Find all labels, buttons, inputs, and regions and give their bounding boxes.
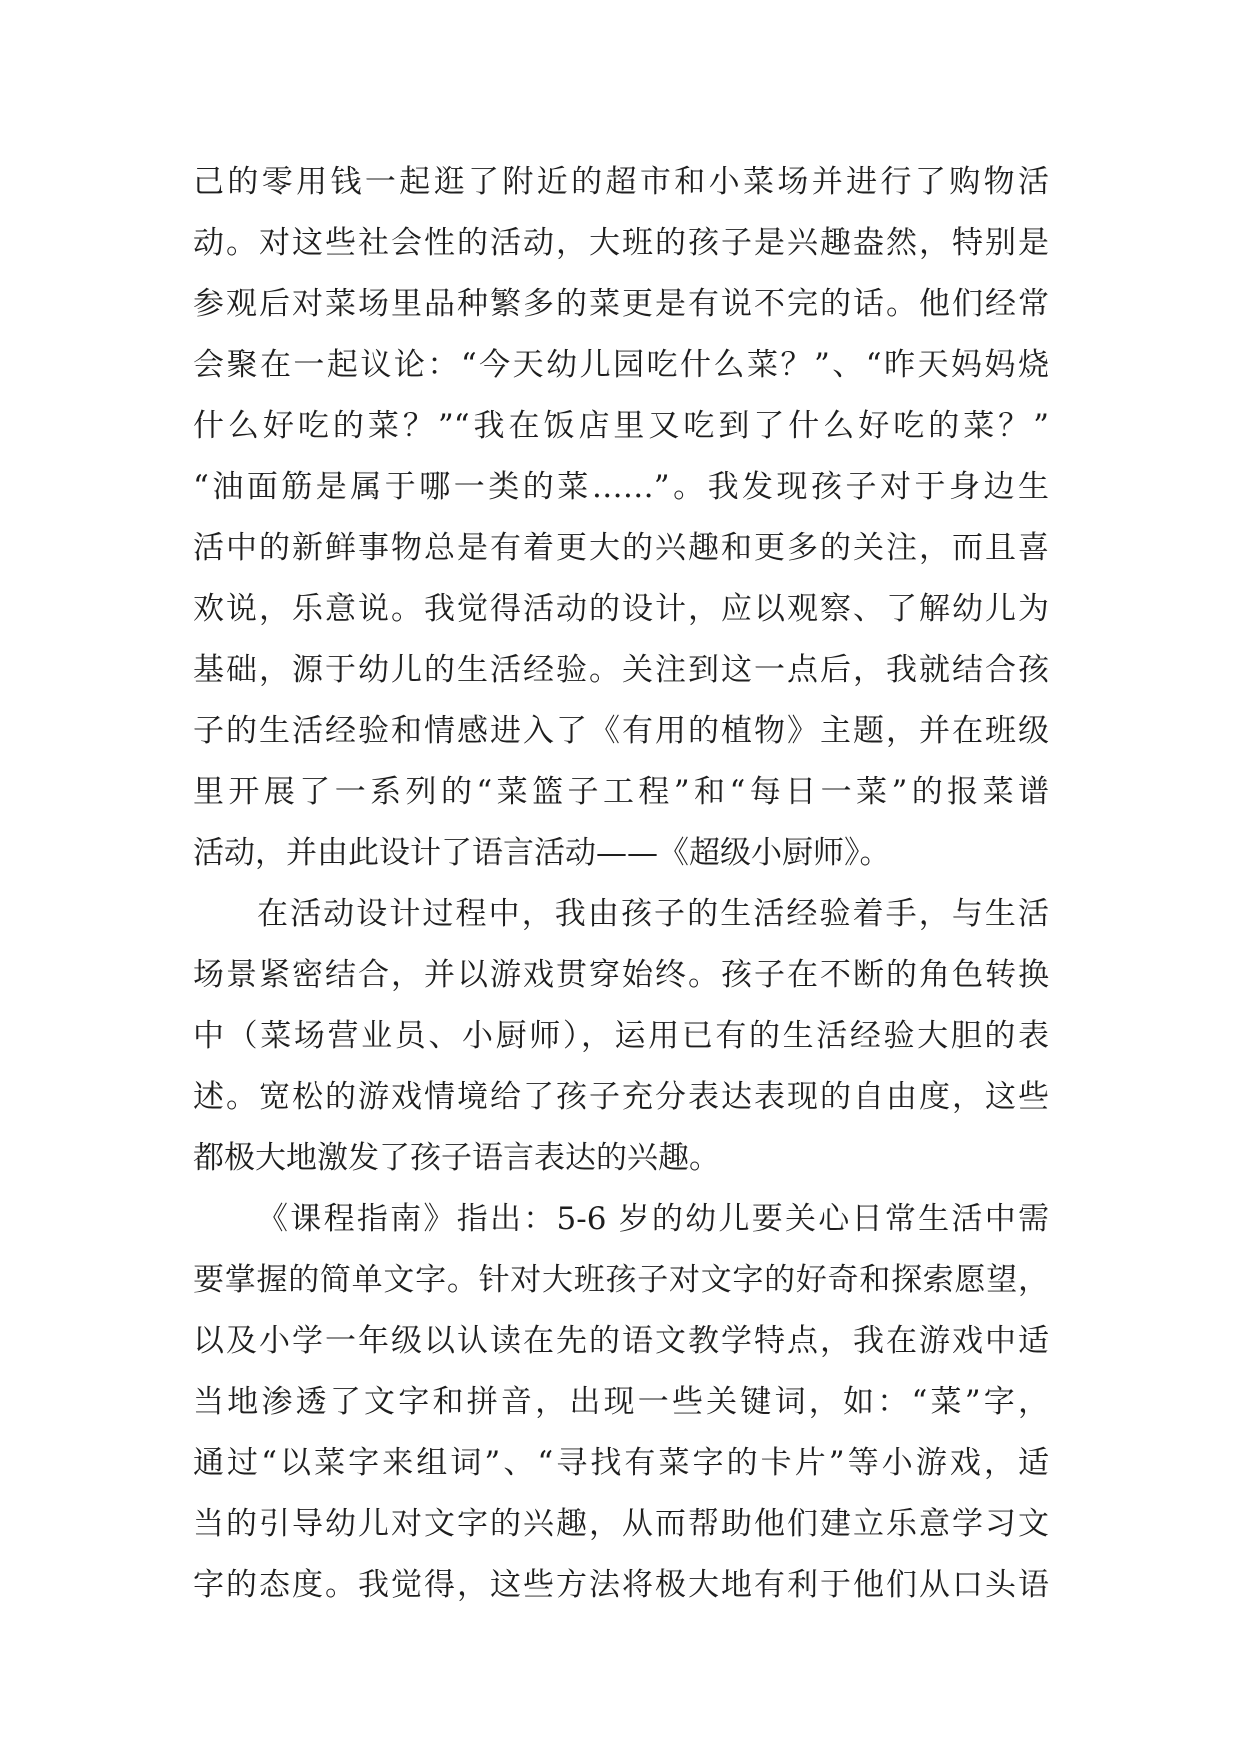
text-line: 基础，源于幼儿的生活经验。关注到这一点后，我就结合孩 [193,652,1049,688]
text-line: 以及小学一年级以认读在先的语文教学特点，我在游戏中适 [193,1323,1049,1359]
text-line: 动。对这些社会性的活动，大班的孩子是兴趣盎然，特别是 [193,225,1049,261]
text-line: 字的态度。我觉得，这些方法将极大地有利于他们从口头语 [193,1567,1049,1603]
text-line: 场景紧密结合，并以游戏贯穿始终。孩子在不断的角色转换 [193,957,1049,993]
text-line: 都极大地激发了孩子语言表达的兴趣。 [193,1140,720,1176]
text-line: 当的引导幼儿对文字的兴趣，从而帮助他们建立乐意学习文 [193,1506,1049,1542]
text-line: 会聚在一起议论：“今天幼儿园吃什么菜？”、“昨天妈妈烧 [193,347,1049,383]
text-line: 要掌握的简单文字。针对大班孩子对文字的好奇和探索愿望， [193,1262,1049,1298]
text-line: 参观后对菜场里品种繁多的菜更是有说不完的话。他们经常 [193,286,1049,322]
text-line: 欢说，乐意说。我觉得活动的设计，应以观察、了解幼儿为 [193,591,1049,627]
text-line: 活中的新鲜事物总是有着更大的兴趣和更多的关注，而且喜 [193,530,1049,566]
text-line: 活动，并由此设计了语言活动——《超级小厨师》。 [193,835,891,871]
text-line: 己的零用钱一起逛了附近的超市和小菜场并进行了购物活 [193,164,1049,200]
body-text [193,152,1049,1616]
text-line: 述。宽松的游戏情境给了孩子充分表达表现的自由度，这些 [193,1079,1049,1115]
paragraph-start-line: 在活动设计过程中，我由孩子的生活经验着手，与生活 [257,896,1049,932]
text-line: 中（菜场营业员、小厨师），运用已有的生活经验大胆的表 [193,1018,1049,1054]
text-line: 里开展了一系列的“菜篮子工程”和“每日一菜”的报菜谱 [193,774,1049,810]
text-line: 什么好吃的菜？”“我在饭店里又吃到了什么好吃的菜？” [193,408,1049,444]
text-line: 子的生活经验和情感进入了《有用的植物》主题，并在班级 [193,713,1049,749]
text-line: “油面筋是属于哪一类的菜……”。我发现孩子对于身边生 [193,469,1049,505]
paragraph-start-line: 《课程指南》指出：5-6 岁的幼儿要关心日常生活中需 [257,1201,1049,1237]
text-line: 通过“以菜字来组词”、“寻找有菜字的卡片”等小游戏，适 [193,1445,1049,1481]
text-line: 当地渗透了文字和拼音，出现一些关键词，如：“菜”字， [193,1384,1049,1420]
